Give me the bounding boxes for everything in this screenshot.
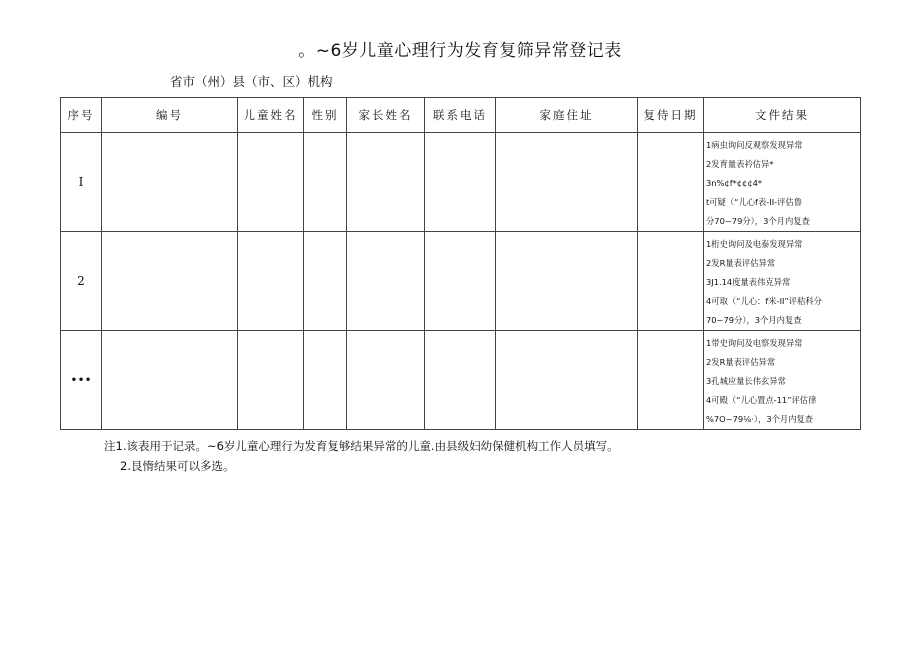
cell-child-name[interactable] (238, 133, 304, 232)
note-1: 注1.该表用于记录。~6岁儿童心理行为发育复够结果异常的儿童.由县级妇幼保健机构工作人员填写。 (104, 439, 619, 453)
header-code: 编号 (102, 98, 238, 133)
result-option[interactable]: t可疑（“儿心f表-II-评估鲁 (706, 197, 803, 207)
header-recheck-date: 复侍日期 (638, 98, 704, 133)
row-seq: I (61, 133, 102, 232)
cell-gender[interactable] (304, 232, 347, 331)
result-option[interactable]: 2发R量表评估异常 (706, 258, 776, 268)
notes (104, 436, 619, 476)
header-seq: 序号 (61, 98, 102, 133)
cell-address[interactable] (496, 133, 638, 232)
row-seq: 2 (61, 232, 102, 331)
note-2: 2.艮惰结果可以多选。 (120, 459, 235, 473)
result-option[interactable]: 1桁史询问及电泰发现异常 (706, 239, 803, 249)
cell-parent-name[interactable] (347, 133, 425, 232)
header-gender: 性别 (304, 98, 347, 133)
cell-child-name[interactable] (238, 331, 304, 430)
result-option[interactable]: 1病虫询问反观察发现异常 (706, 140, 803, 150)
cell-code[interactable] (102, 133, 238, 232)
table-row (61, 133, 861, 232)
result-option[interactable]: 2发育量表衿估异* (706, 159, 774, 169)
header-address: 家庭住址 (496, 98, 638, 133)
result-option[interactable]: 4可取（“儿心：f米-II”评秸科分 (706, 296, 822, 306)
cell-code[interactable] (102, 232, 238, 331)
cell-gender[interactable] (304, 133, 347, 232)
result-option[interactable]: 3孔城应量长伟玄异常 (706, 376, 786, 386)
cell-child-name[interactable] (238, 232, 304, 331)
cell-phone[interactable] (425, 331, 496, 430)
header-result: 文件结果 (704, 98, 861, 133)
result-option[interactable]: 70~79分），3个月内复查 (706, 315, 802, 325)
header-parent-name: 家长姓名 (347, 98, 425, 133)
cell-recheck-date[interactable] (638, 133, 704, 232)
result-option[interactable]: 1带史询问及电察发现异常 (706, 338, 803, 348)
table-row (61, 232, 861, 331)
table-row (61, 331, 861, 430)
cell-phone[interactable] (425, 133, 496, 232)
header-child-name: 儿童姓名 (238, 98, 304, 133)
cell-recheck-date[interactable] (638, 331, 704, 430)
cell-result (704, 232, 861, 331)
result-option[interactable]: %7O~79⅛·），3个月内复查 (706, 414, 814, 424)
cell-phone[interactable] (425, 232, 496, 331)
cell-recheck-date[interactable] (638, 232, 704, 331)
header-phone: 联系电话 (425, 98, 496, 133)
cell-address[interactable] (496, 331, 638, 430)
result-option[interactable]: 分70~79分），3个月内复查 (706, 216, 810, 226)
cell-parent-name[interactable] (347, 331, 425, 430)
cell-result (704, 331, 861, 430)
registration-table (60, 97, 861, 430)
result-option[interactable]: 3n%¢f*¢¢¢4* (706, 178, 763, 188)
result-option[interactable]: 4可殿（“儿心置点-11”评估律 (706, 395, 817, 405)
cell-parent-name[interactable] (347, 232, 425, 331)
cell-address[interactable] (496, 232, 638, 331)
page-title: 。~6岁儿童心理行为发育复筛异常登记表 (298, 41, 622, 61)
cell-result (704, 133, 861, 232)
cell-code[interactable] (102, 331, 238, 430)
result-option[interactable]: 2发R量表评估异常 (706, 357, 776, 367)
cell-gender[interactable] (304, 331, 347, 430)
region-line: 省市（州）县（市、区）机构 (170, 74, 333, 89)
table-header-row (61, 98, 861, 133)
result-option[interactable]: 3J1.14度量表伟克异常 (706, 277, 791, 287)
row-seq: ••• (61, 331, 102, 430)
